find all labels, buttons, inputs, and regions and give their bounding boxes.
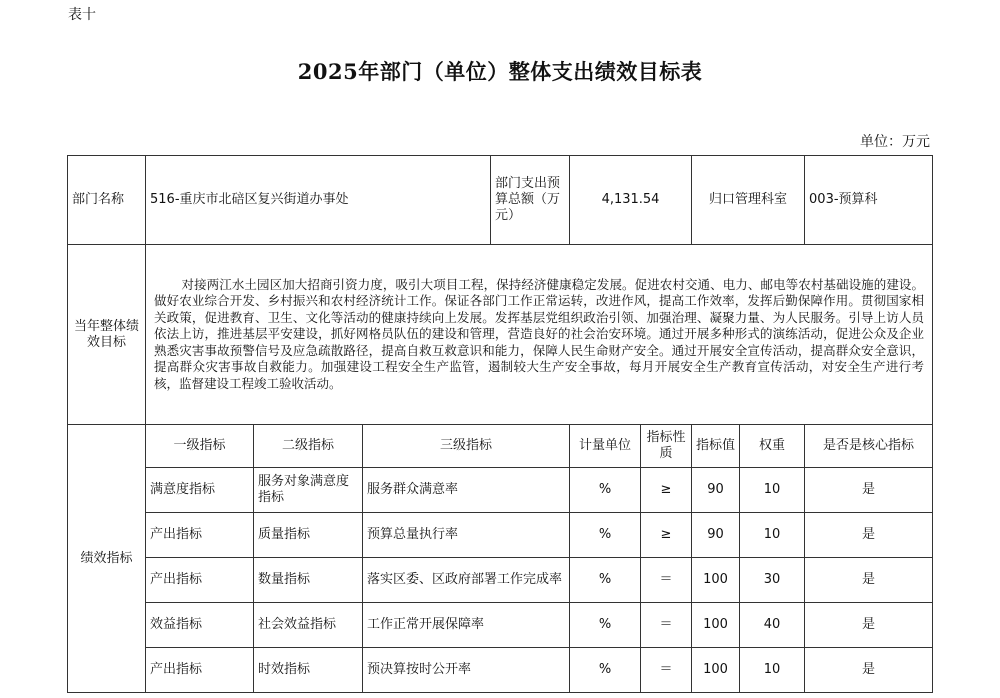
weight-cell: 10	[740, 513, 805, 558]
nature-cell: ≥	[641, 468, 692, 513]
core-cell: 是	[805, 558, 933, 603]
level1-cell: 产出指标	[146, 513, 254, 558]
level2-cell: 数量指标	[254, 558, 363, 603]
core-cell: 是	[805, 513, 933, 558]
performance-target-table	[67, 155, 933, 693]
unit-label: 单位：万元	[860, 134, 930, 150]
budget-total-value: 4,131.54	[570, 156, 692, 245]
level2-cell: 服务对象满意度指标	[254, 468, 363, 513]
core-cell: 是	[805, 603, 933, 648]
value-cell: 90	[692, 468, 740, 513]
value-cell: 100	[692, 603, 740, 648]
office-label: 归口管理科室	[692, 156, 805, 245]
unit-cell: %	[570, 468, 641, 513]
header-core: 是否是核心指标	[805, 425, 933, 468]
nature-cell: ＝	[641, 648, 692, 693]
core-cell: 是	[805, 468, 933, 513]
annual-goal-text: 对接两江水土园区加大招商引资力度，吸引大项目工程，保持经济健康稳定发展。促进农村交通、电力、邮电等农村基础设施的建设。做好农业综合开发、乡村振兴和农村经济统计工作。保证各部门工作正常运转，改进作风，提高工作效率，发挥后勤保障作用。贯彻国家相关政策，促进教育、卫生、文化等活动的健康持续向上发展。发挥基层党组织政治引领、加强治理、凝聚力量、为人民服务。引导上访人员依法上访，推进基层平安建设，抓好网格员队伍的建设和管理，营造良好的社会治安环境。通过开展多种形式的演练活动，促进公众及企业熟悉灾害事故预警信号及应急疏散路径，提高自救互救意识和能力，保障人民生命财产安全。通过开展安全宣传活动，提高群众安全意识，提高群众灾害事故自救能力。加强建设工程安全生产监管，遏制较大生产安全事故，每月开展安全生产教育宣传活动，对安全生产进行考核，监督建设工程竣工验收活动。	[146, 245, 933, 425]
level1-cell: 产出指标	[146, 558, 254, 603]
level1-cell: 满意度指标	[146, 468, 254, 513]
level2-cell: 时效指标	[254, 648, 363, 693]
level3-cell: 工作正常开展保障率	[363, 603, 570, 648]
unit-cell: %	[570, 648, 641, 693]
dept-info-row	[68, 156, 933, 245]
table-row	[68, 558, 933, 603]
level2-cell: 社会效益指标	[254, 603, 363, 648]
header-weight: 权重	[740, 425, 805, 468]
nature-cell: ＝	[641, 558, 692, 603]
core-cell: 是	[805, 648, 933, 693]
value-cell: 100	[692, 648, 740, 693]
level3-cell: 预算总量执行率	[363, 513, 570, 558]
value-cell: 90	[692, 513, 740, 558]
unit-cell: %	[570, 558, 641, 603]
unit-cell: %	[570, 513, 641, 558]
level3-cell: 服务群众满意率	[363, 468, 570, 513]
annual-goal-row	[68, 245, 933, 425]
unit-cell: %	[570, 603, 641, 648]
header-value: 指标值	[692, 425, 740, 468]
table-row	[68, 468, 933, 513]
document-tag: 表十	[68, 7, 96, 23]
header-level3: 三级指标	[363, 425, 570, 468]
annual-goal-label: 当年整体绩效目标	[68, 245, 146, 425]
header-nature: 指标性质	[641, 425, 692, 468]
level3-cell: 预决算按时公开率	[363, 648, 570, 693]
header-unit: 计量单位	[570, 425, 641, 468]
table-row	[68, 603, 933, 648]
budget-total-label: 部门支出预算总额（万元）	[491, 156, 570, 245]
weight-cell: 10	[740, 468, 805, 513]
nature-cell: ≥	[641, 513, 692, 558]
header-level2: 二级指标	[254, 425, 363, 468]
nature-cell: ＝	[641, 603, 692, 648]
level1-cell: 效益指标	[146, 603, 254, 648]
perf-indicator-label: 绩效指标	[68, 425, 146, 693]
level1-cell: 产出指标	[146, 648, 254, 693]
indicator-header-row	[68, 425, 933, 468]
office-value: 003-预算科	[805, 156, 933, 245]
value-cell: 100	[692, 558, 740, 603]
table-row	[68, 648, 933, 693]
weight-cell: 30	[740, 558, 805, 603]
header-level1: 一级指标	[146, 425, 254, 468]
dept-name-value: 516-重庆市北碚区复兴街道办事处	[146, 156, 491, 245]
weight-cell: 40	[740, 603, 805, 648]
table-row	[68, 513, 933, 558]
dept-name-label: 部门名称	[68, 156, 146, 245]
weight-cell: 10	[740, 648, 805, 693]
level2-cell: 质量指标	[254, 513, 363, 558]
page-title: 2025年部门（单位）整体支出绩效目标表	[297, 59, 703, 84]
level3-cell: 落实区委、区政府部署工作完成率	[363, 558, 570, 603]
